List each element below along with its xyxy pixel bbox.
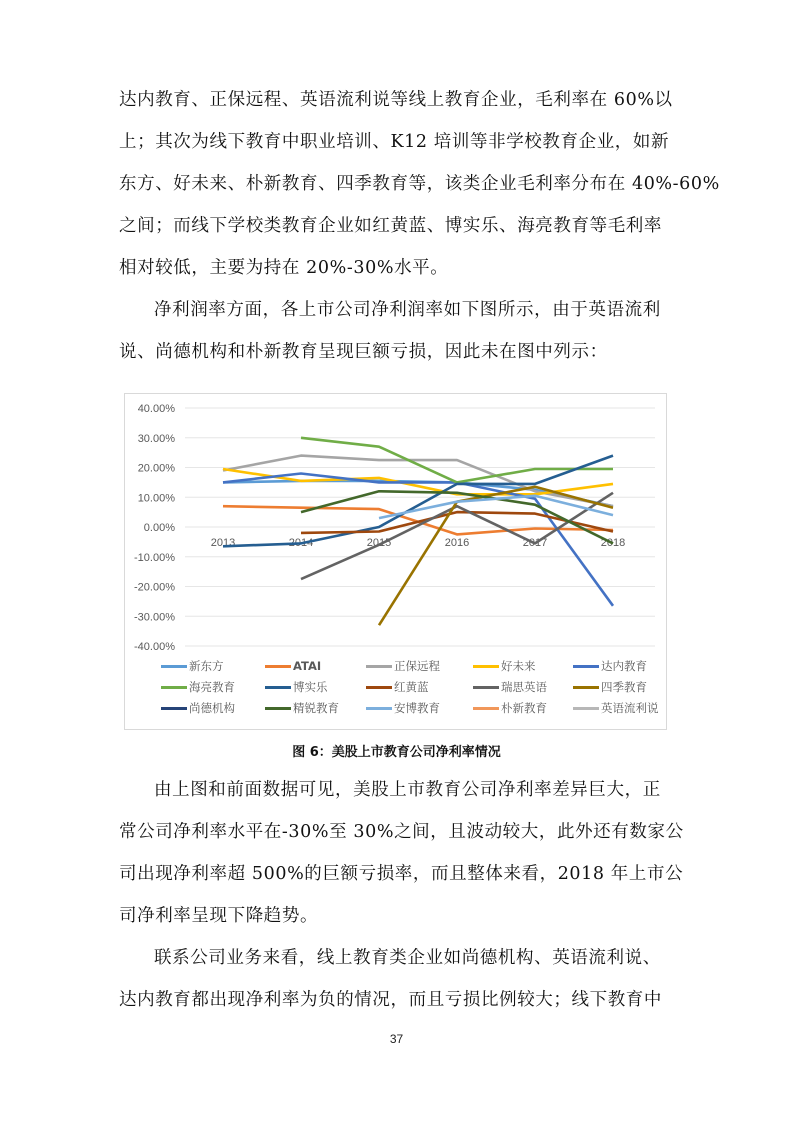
legend-swatch bbox=[161, 686, 187, 689]
text-line: 达内教育都出现净利率为负的情况，而且亏损比例较大；线下教育中 bbox=[119, 990, 662, 1010]
y-tick-label: 20.00% bbox=[137, 462, 175, 475]
text-line: 常公司净利率水平在-30%至 30%之间，且波动较大，此外还有数家公 bbox=[119, 822, 684, 842]
legend-swatch bbox=[573, 686, 599, 689]
text-line: 司出现净利率超 500%的巨额亏损率，而且整体来看，2018 年上市公 bbox=[119, 864, 684, 884]
legend-swatch bbox=[265, 665, 291, 668]
legend-label: 瑞思英语 bbox=[501, 680, 547, 694]
legend-item bbox=[473, 677, 547, 697]
page-number: 37 bbox=[389, 1032, 404, 1046]
text-line: 净利润率方面，各上市公司净利润率如下图所示，由于英语流利 bbox=[154, 300, 661, 320]
paragraph-business bbox=[119, 937, 675, 1021]
legend-label: 精锐教育 bbox=[293, 701, 339, 715]
x-tick-label: 2015 bbox=[366, 537, 392, 549]
text-line: 东方、好未来、朴新教育、四季教育等，该类企业毛利率分布在 40%-60% bbox=[119, 174, 720, 194]
x-tick-label: 2017 bbox=[522, 537, 548, 549]
legend-item bbox=[161, 656, 224, 676]
text-line: 说、尚德机构和朴新教育呈现巨额亏损，因此未在图中列示： bbox=[119, 342, 608, 362]
legend-swatch bbox=[366, 665, 392, 668]
legend-item bbox=[265, 656, 321, 676]
net-margin-chart bbox=[124, 393, 667, 730]
x-tick-label: 2014 bbox=[288, 537, 314, 549]
legend-label: 英语流利说 bbox=[601, 701, 659, 715]
legend-item bbox=[161, 698, 235, 718]
legend-label: 好未来 bbox=[501, 659, 536, 673]
y-tick-label: 10.00% bbox=[137, 492, 175, 505]
legend-label: ATAI bbox=[293, 659, 322, 673]
legend-item bbox=[265, 698, 339, 718]
paragraph-analysis bbox=[119, 769, 684, 937]
paragraph-net-margin-intro bbox=[119, 289, 675, 373]
text-line: 之间；而线下学校类教育企业如红黄蓝、博实乐、海亮教育等毛利率 bbox=[119, 216, 662, 236]
legend-item bbox=[366, 698, 440, 718]
x-tick-label: 2018 bbox=[600, 537, 626, 549]
text-line: 达内教育、正保远程、英语流利说等线上教育企业，毛利率在 60%以 bbox=[119, 90, 673, 110]
legend-swatch bbox=[473, 707, 499, 710]
legend-label: 达内教育 bbox=[601, 659, 647, 673]
series-line-瑞思英语 bbox=[301, 493, 613, 579]
legend-swatch bbox=[473, 686, 499, 689]
legend-item bbox=[473, 656, 536, 676]
text-line: 联系公司业务来看，线上教育类企业如尚德机构、英语流利说、 bbox=[154, 948, 661, 968]
y-tick-label: 40.00% bbox=[137, 403, 175, 415]
legend-swatch bbox=[161, 707, 187, 710]
legend-item bbox=[573, 677, 647, 697]
legend-item bbox=[573, 656, 647, 676]
legend-swatch bbox=[573, 665, 599, 668]
legend-item bbox=[473, 698, 547, 718]
legend-swatch bbox=[473, 665, 499, 668]
legend-swatch bbox=[573, 707, 599, 710]
legend-swatch bbox=[366, 707, 392, 710]
y-tick-label: -40.00% bbox=[134, 641, 175, 653]
figure-caption: 图 6：美股上市教育公司净利率情况 bbox=[292, 745, 501, 760]
legend-item bbox=[366, 677, 429, 697]
legend-label: 海亮教育 bbox=[189, 680, 235, 694]
legend-label: 安博教育 bbox=[394, 701, 440, 715]
legend-swatch bbox=[265, 686, 291, 689]
legend-label: 新东方 bbox=[189, 659, 224, 673]
series-line-新东方 bbox=[223, 481, 613, 506]
text-line: 由上图和前面数据可见，美股上市教育公司净利率差异巨大，正 bbox=[154, 780, 661, 800]
legend-label: 尚德机构 bbox=[189, 701, 235, 715]
legend-label: 正保远程 bbox=[394, 659, 440, 673]
text-line: 司净利率呈现下降趋势。 bbox=[119, 906, 319, 926]
legend-swatch bbox=[161, 665, 187, 668]
text-line: 上；其次为线下教育中职业培训、K12 培训等非学校教育企业，如新 bbox=[119, 132, 670, 152]
x-tick-label: 2013 bbox=[210, 537, 236, 549]
legend-label: 四季教育 bbox=[601, 680, 647, 694]
legend-swatch bbox=[366, 686, 392, 689]
legend-label: 博实乐 bbox=[293, 680, 328, 694]
y-tick-label: 30.00% bbox=[137, 432, 175, 445]
y-tick-label: -10.00% bbox=[134, 551, 175, 564]
legend-item bbox=[366, 656, 440, 676]
legend-swatch bbox=[265, 707, 291, 710]
legend-item bbox=[161, 677, 235, 697]
y-tick-label: -30.00% bbox=[134, 611, 175, 624]
legend-item bbox=[265, 677, 328, 697]
x-tick-label: 2016 bbox=[444, 537, 470, 549]
y-tick-label: -20.00% bbox=[134, 581, 175, 594]
text-line: 相对较低，主要为持在 20%-30%水平。 bbox=[119, 258, 449, 278]
legend-item bbox=[573, 698, 659, 718]
legend-label: 朴新教育 bbox=[501, 701, 547, 715]
legend-label: 红黄蓝 bbox=[394, 680, 429, 694]
paragraph-gross-margin bbox=[119, 79, 720, 289]
y-tick-label: 0.00% bbox=[143, 522, 175, 534]
